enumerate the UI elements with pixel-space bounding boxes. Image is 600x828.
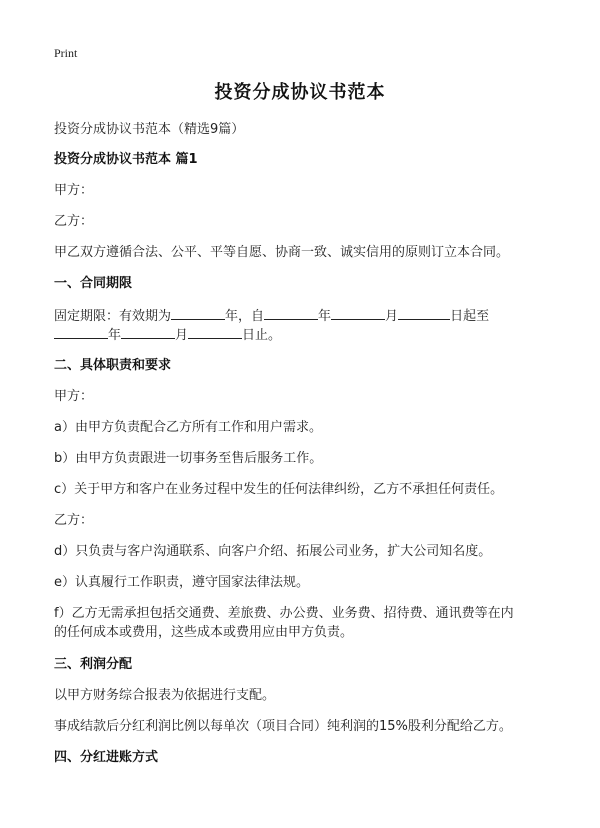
duties-heading: 二、具体职责和要求 (54, 358, 172, 373)
term-text-6: 年 (108, 328, 122, 343)
profit-heading: 三、利润分配 (54, 657, 133, 672)
section-heading: 投资分成协议书范本 篇1 (54, 152, 198, 167)
start-year-blank[interactable] (264, 306, 318, 320)
page-title: 投资分成协议书范本 (214, 82, 386, 103)
term-text-3: 年 (318, 309, 332, 324)
start-day-blank[interactable] (398, 306, 450, 320)
duty-item-f-line-2: 的任何成本或费用，这些成本或费用应由甲方负责。 (54, 625, 354, 640)
duty-item-d: d）只负责与客户沟通联系、向客户介绍、拓展公司业务，扩大公司知名度。 (54, 544, 492, 559)
profit-paragraph-2: 事成结款后分红利润比例以每单次（项目合同）纯利润的15%股利分配给乙方。 (54, 719, 512, 734)
duty-item-c: c）关于甲方和客户在业务过程中发生的任何法律纠纷，乙方不承担任何责任。 (54, 482, 504, 497)
profit-paragraph-1: 以甲方财务综合报表为依据进行支配。 (54, 688, 276, 703)
duties-party-b-label: 乙方： (54, 513, 94, 528)
duty-item-e: e）认真履行工作职责，遵守国家法律法规。 (54, 575, 309, 590)
party-a-label: 甲方： (54, 183, 94, 198)
print-link[interactable]: Print (54, 46, 78, 60)
term-text-1: 固定期限：有效期为 (54, 309, 172, 324)
contract-term-line-2 (54, 325, 554, 345)
document-subtitle: 投资分成协议书范本（精选9篇） (54, 122, 245, 137)
term-text-8: 日止。 (242, 328, 282, 343)
contract-term-heading: 一、合同期限 (54, 276, 133, 291)
term-text-4: 月 (385, 309, 399, 324)
term-years-blank[interactable] (171, 306, 225, 320)
dividend-method-heading: 四、分红进账方式 (54, 750, 159, 765)
duty-item-a: a）由甲方负责配合乙方所有工作和用户需求。 (54, 420, 322, 435)
duties-party-a-label: 甲方： (54, 389, 94, 404)
term-text-5: 日起至 (450, 309, 490, 324)
end-month-blank[interactable] (121, 325, 175, 339)
intro-paragraph: 甲乙双方遵循合法、公平、平等自愿、协商一致、诚实信用的原则订立本合同。 (54, 245, 510, 260)
duty-item-b: b）由甲方负责跟进一切事务至售后服务工作。 (54, 451, 323, 466)
end-day-blank[interactable] (188, 325, 242, 339)
end-year-blank[interactable] (54, 325, 108, 339)
party-b-label: 乙方： (54, 214, 94, 229)
term-text-2: 年，自 (225, 309, 265, 324)
duty-item-f-line-1: f）乙方无需承担包括交通费、差旅费、办公费、业务费、招待费、通讯费等在内 (54, 606, 514, 621)
term-text-7: 月 (175, 328, 189, 343)
start-month-blank[interactable] (331, 306, 385, 320)
contract-term-line-1 (54, 306, 554, 326)
